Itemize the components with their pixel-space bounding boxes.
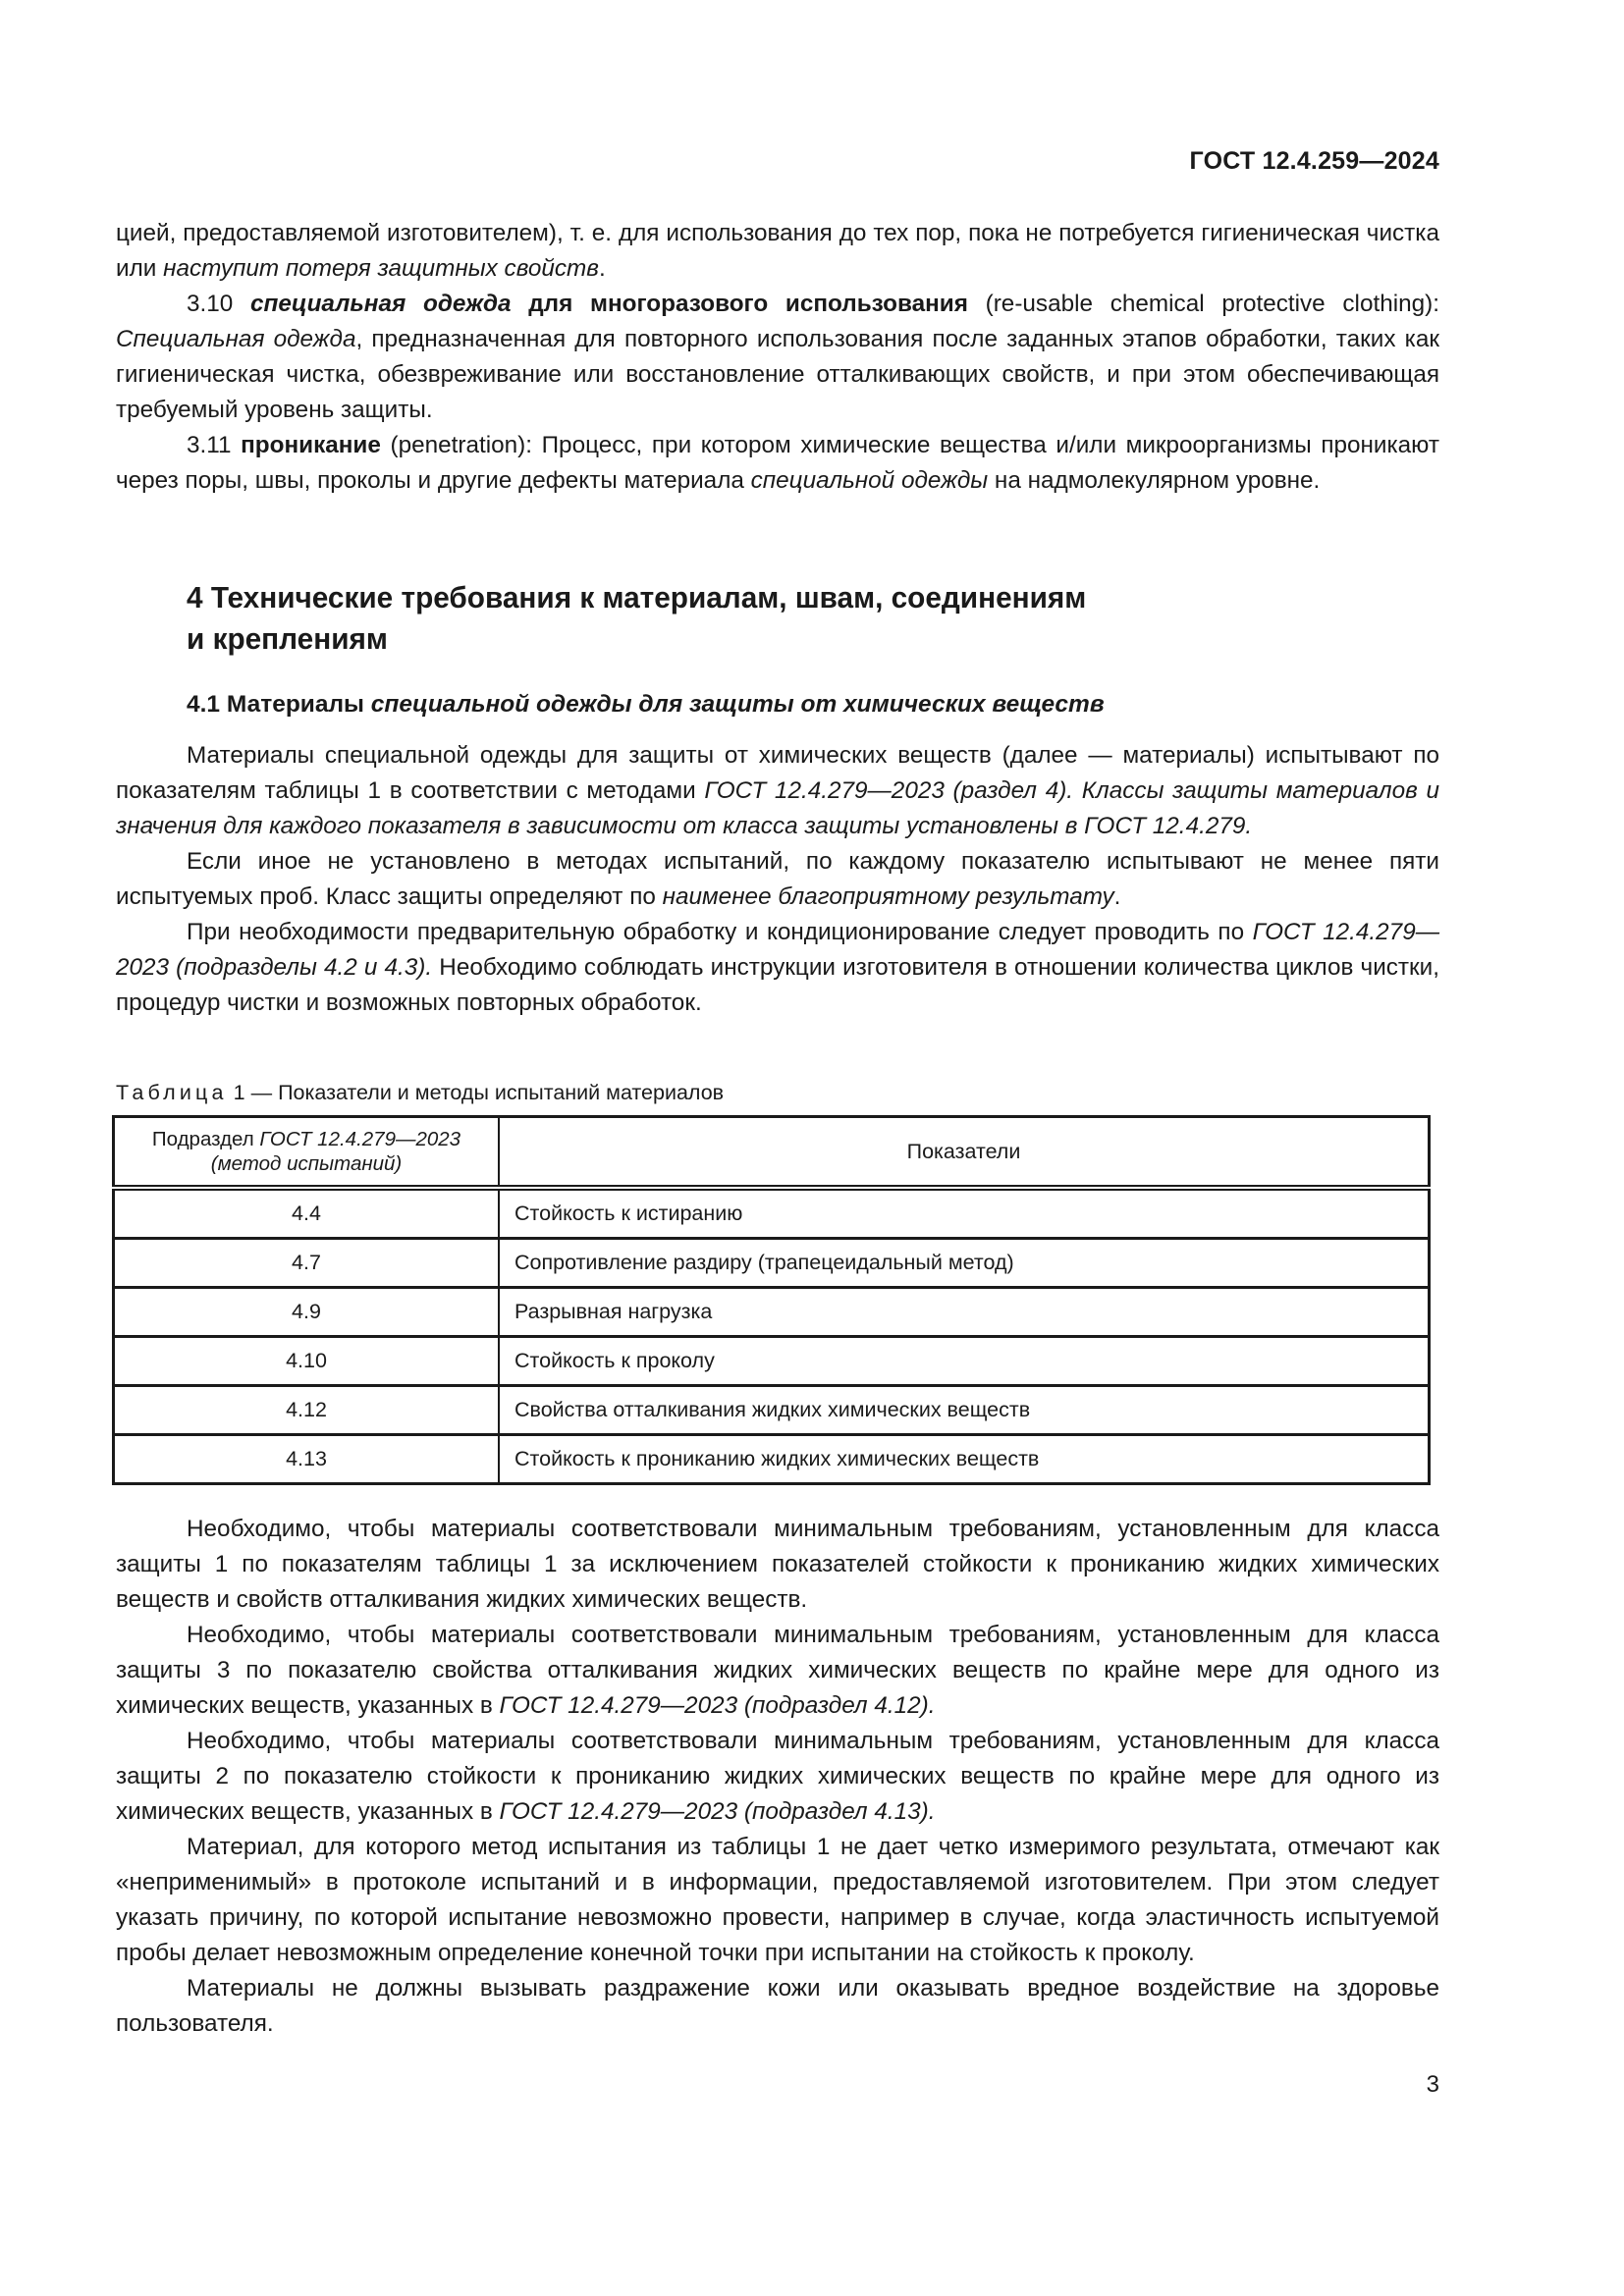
table-row [114, 1288, 1430, 1337]
cell-indicator: Стойкость к прониканию жидких химических веществ [499, 1435, 1430, 1484]
cell-code: 4.9 [114, 1288, 500, 1337]
paragraph: Материалы не должны вызывать раздражение кожи или оказывать вредное воздействие на здоровье пользователя. [116, 1975, 1439, 2037]
header-cell-indicators: Показатели [499, 1117, 1430, 1189]
table-row [114, 1435, 1430, 1484]
table-row [114, 1239, 1430, 1288]
cell-code: 4.4 [114, 1188, 500, 1239]
paragraph: Материалы специальной одежды для защиты от химических веществ (далее — материалы) испытывают по показателям таблицы 1 в соответствии с методами ГОСТ 12.4.279—2023 (раздел 4). Классы защиты материалов и значения для каждого показателя в зависимости от класса защиты установлены в ГОСТ 12.4.279. [116, 742, 1439, 839]
table-row [114, 1386, 1430, 1435]
running-header-standard-id: ГОСТ 12.4.259—2024 [1189, 147, 1439, 175]
cell-indicator: Стойкость к истиранию [499, 1188, 1430, 1239]
table-header-row [114, 1117, 1430, 1189]
table-1 [112, 1115, 1431, 1485]
cell-indicator: Стойкость к проколу [499, 1337, 1430, 1386]
section-4-heading: 4 Технические требования к материалам, швам, соединениям и креплениям [187, 580, 1087, 656]
definition-3-11: 3.11 проникание (penetration): Процесс, при котором химические вещества и/или микроорганизмы проникают через поры, швы, проколы и другие дефекты материала специальной одежды на надмолекулярном уровне. [116, 432, 1439, 494]
definitions-block [116, 216, 1439, 499]
definition-3-10: 3.10 специальная одежда для многоразового использования (re-usable chemical protective clothing): Специальная одежда, предназначенная для повторного использования после заданных этапов обработки, таких как гигиеническая чистка, обезвреживание или восстановление отталкивающих свойств, и при этом обеспечивающая требуемый уровень защиты. [116, 291, 1439, 423]
page-number: 3 [1426, 2071, 1439, 2098]
requirements-block [116, 1512, 1439, 2042]
paragraph: Необходимо, чтобы материалы соответствовали минимальным требованиям, установленным для класса защиты 3 по показателю свойства отталкивания жидких химических веществ по крайне мере для одного из химических веществ, указанных в ГОСТ 12.4.279—2023 (подраздел 4.12). [116, 1622, 1439, 1719]
cell-indicator: Сопротивление раздиру (трапецеидальный метод) [499, 1239, 1430, 1288]
cell-code: 4.7 [114, 1239, 500, 1288]
subsection-4-1-heading: 4.1 Материалы специальной одежды для защиты от химических веществ [187, 691, 1105, 718]
section-4-1-body [116, 738, 1439, 1021]
cell-code: 4.13 [114, 1435, 500, 1484]
cell-indicator: Разрывная нагрузка [499, 1288, 1430, 1337]
cell-code: 4.10 [114, 1337, 500, 1386]
cell-code: 4.12 [114, 1386, 500, 1435]
cell-indicator: Свойства отталкивания жидких химических веществ [499, 1386, 1430, 1435]
table-row [114, 1337, 1430, 1386]
definition-3-9-continuation: цией, предоставляемой изготовителем), т. е. для использования до тех пор, пока не потребуется гигиеническая чистка или наступит потеря защитных свойств. [116, 220, 1439, 282]
paragraph: Материал, для которого метод испытания из таблицы 1 не дает четко измеримого результата, отмечают как «неприменимый» в протоколе испытаний и в информации, предоставляемой изготовителем. При этом следует указать причину, по которой испытание невозможно провести, например в случае, когда эластичность испытуемой пробы делает невозможным определение конечной точки при испытании на стойкость к проколу. [116, 1834, 1439, 1966]
table-1-caption: Таблица 1 — Показатели и методы испытаний материалов [116, 1081, 725, 1104]
paragraph: При необходимости предварительную обработку и кондиционирование следует проводить по ГОСТ 12.4.279—2023 (подразделы 4.2 и 4.3). Необходимо соблюдать инструкции изготовителя в отношении количества циклов чистки, процедур чистки и возможных повторных обработок. [116, 919, 1440, 1016]
paragraph: Необходимо, чтобы материалы соответствовали минимальным требованиям, установленным для класса защиты 1 по показателям таблицы 1 за исключением показателей стойкости к прониканию жидких химических веществ и свойств отталкивания жидких химических веществ. [116, 1516, 1439, 1613]
paragraph: Необходимо, чтобы материалы соответствовали минимальным требованиям, установленным для класса защиты 2 по показателю стойкости к прониканию жидких химических веществ по крайне мере для одного из химических веществ, указанных в ГОСТ 12.4.279—2023 (подраздел 4.13). [116, 1728, 1439, 1825]
header-cell-subsection: Подраздел ГОСТ 12.4.279—2023 (метод испытаний) [114, 1117, 500, 1189]
paragraph: Если иное не установлено в методах испытаний, по каждому показателю испытывают не менее пяти испытуемых проб. Класс защиты определяют по наименее благоприятному результату. [116, 848, 1439, 910]
table-row [114, 1188, 1430, 1239]
